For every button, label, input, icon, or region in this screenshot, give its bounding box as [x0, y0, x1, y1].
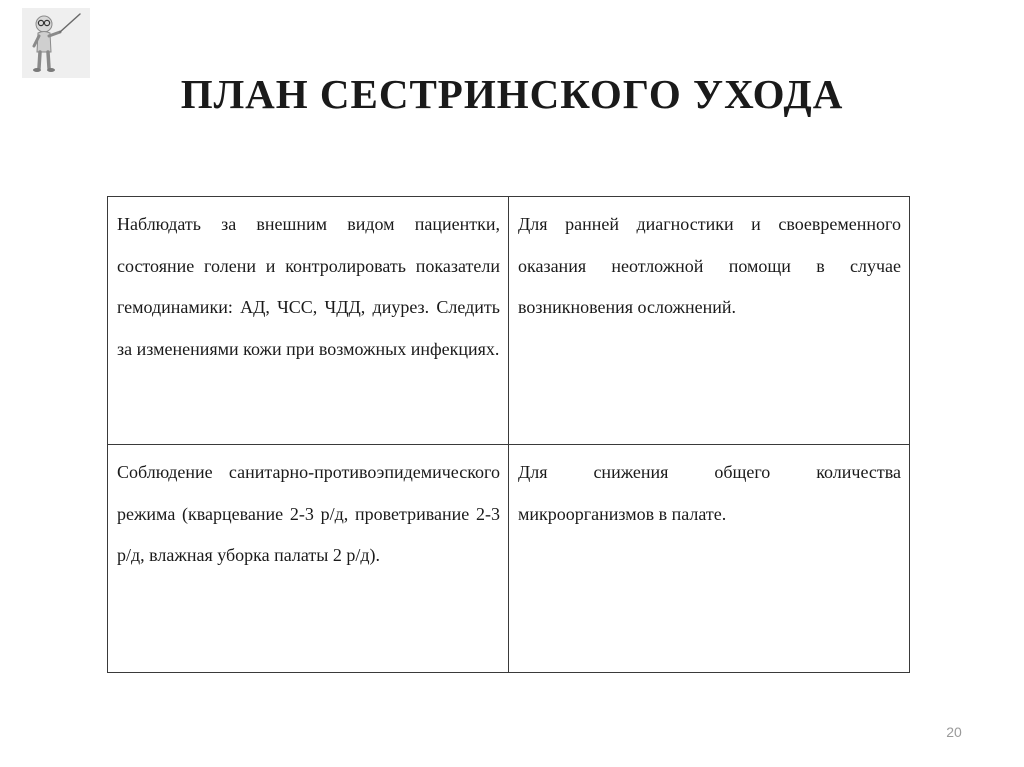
table-row: [108, 445, 910, 673]
purpose-cell: Для ранней диагностики и своевременного оказания неотложной помощи в случае возникновения осложнений.: [509, 197, 910, 445]
purpose-cell: Для снижения общего количества микроорганизмов в палате.: [509, 445, 910, 673]
action-cell: Наблюдать за внешним видом пациентки, состояние голени и контролировать показатели гемодинамики: АД, ЧСС, ЧДД, диурез. Следить за изменениями кожи при возможных инфекциях.: [108, 197, 509, 445]
presenter-with-pointer-icon: [22, 8, 90, 78]
action-cell: Соблюдение санитарно-противоэпидемического режима (кварцевание 2-3 р/д, проветривание 2-3 р/д, влажная уборка палаты 2 р/д).: [108, 445, 509, 673]
table-row: [108, 197, 910, 445]
nursing-plan-table: [107, 196, 910, 673]
page-number: 20: [946, 724, 962, 740]
slide-title: ПЛАН СЕСТРИНСКОГО УХОДА: [180, 71, 844, 117]
